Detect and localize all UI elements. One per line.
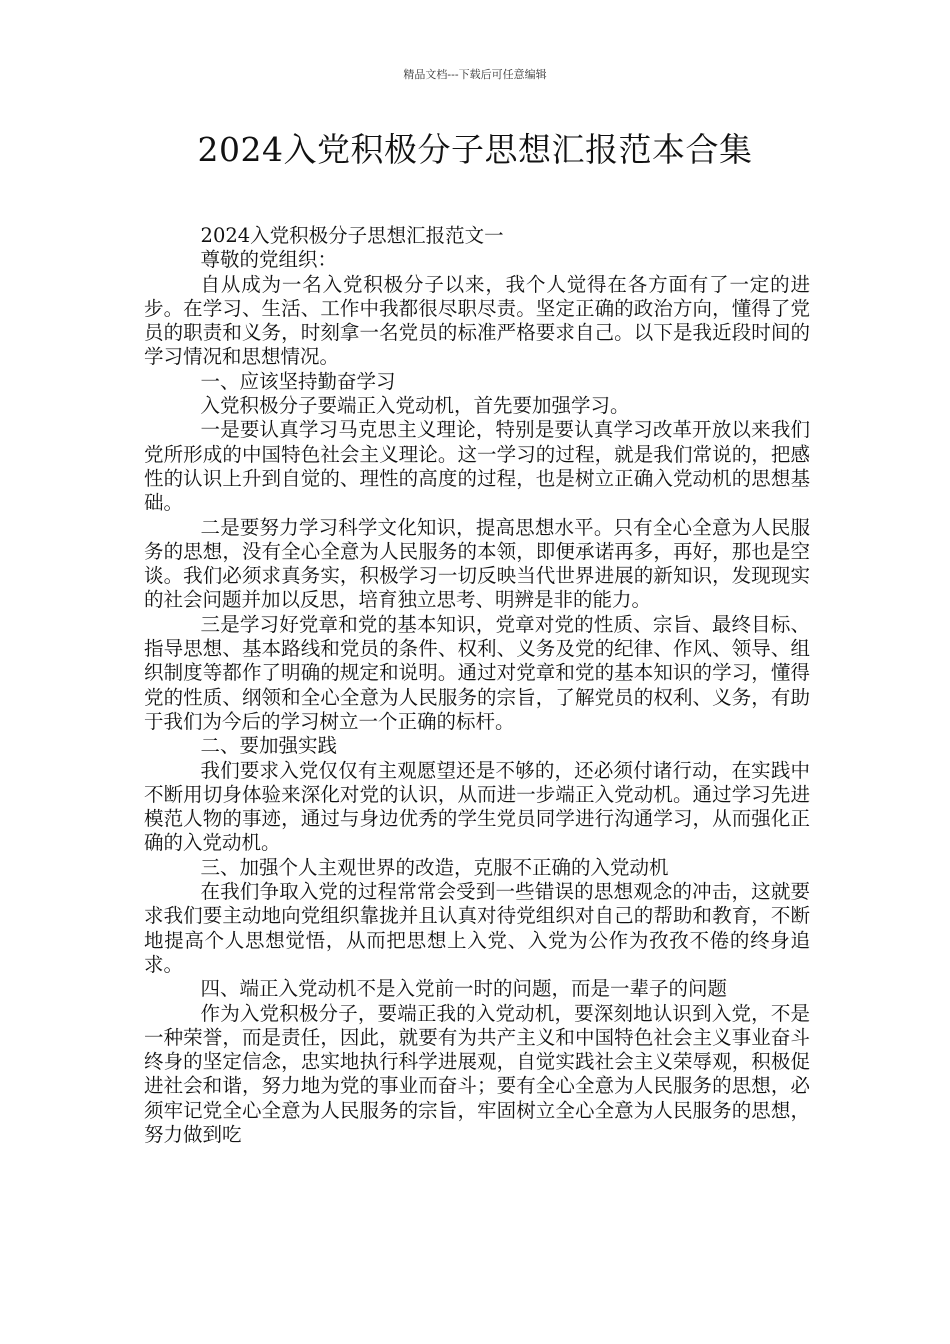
subheading: 三、加强个人主观世界的改造，克服不正确的入党动机 [200, 855, 669, 879]
body-paragraph: 自从成为一名入党积极分子以来，我个人觉得在各方面有了一定的进步。在学习、生活、工作中我都很尽职尽责。坚定正确的政治方向，懂得了党员的职责和义务，时刻拿一名党员的标准严格要求自己。以下是我近段时间的学习情况和思想情况。 [144, 272, 810, 369]
body-paragraph: 一是要认真学习马克思主义理论，特别是要认真学习改革开放以来我们党所形成的中国特色社会主义理论。这一学习的过程，就是我们常说的，把感性的认识上升到自觉的、理性的高度的过程，也是树立正确入党动机的思想基础。 [144, 418, 810, 515]
subheading: 四、端正入党动机不是入党前一时的问题，而是一辈子的问题 [200, 977, 728, 1001]
body-paragraph: 入党积极分子要端正入党动机，首先要加强学习。 [200, 394, 630, 418]
body-paragraph: 我们要求入党仅仅有主观愿望还是不够的，还必须付诸行动，在实践中不断用切身体验来深化对党的认识，从而进一步端正入党动机。通过学习先进模范人物的事迹，通过与身边优秀的学生党员同学进行沟通学习，从而强化正确的入党动机。 [144, 758, 810, 855]
header-note: 精品文档---下载后可任意编辑 [403, 68, 547, 81]
document-body [144, 224, 810, 1147]
body-paragraph: 二是要努力学习科学文化知识，提高思想水平。只有全心全意为人民服务的思想，没有全心全意为人民服务的本领，即便承诺再多，再好，那也是空谈。我们必须求真务实，积极学习一切反映当代世界进展的新知识，发现现实的社会问题并加以反思，培育独立思考、明辨是非的能力。 [144, 515, 810, 612]
body-paragraph: 在我们争取入党的过程常常会受到一些错误的思想观念的冲击，这就要求我们要主动地向党组织靠拢并且认真对待党组织对自己的帮助和教育，不断地提高个人思想觉悟，从而把思想上入党、入党为公作为孜孜不倦的终身追求。 [144, 880, 810, 976]
salutation: 尊敬的党组织： [200, 248, 338, 272]
subheading: 一、应该坚持勤奋学习 [200, 369, 396, 393]
subheading: 二、要加强实践 [200, 734, 338, 758]
section-heading: 2024入党积极分子思想汇报范文一 [200, 224, 504, 247]
document-title: 2024入党积极分子思想汇报范本合集 [197, 130, 753, 169]
body-paragraph: 三是学习好党章和党的基本知识，党章对党的性质、宗旨、最终目标、指导思想、基本路线和党员的条件、权利、义务及党的纪律、作风、领导、组织制度等都作了明确的规定和说明。通过对党章和党的基本知识的学习，懂得党的性质、纲领和全心全意为人民服务的宗旨，了解党员的权利、义务，有助于我们为今后的学习树立一个正确的标杆。 [144, 612, 810, 733]
body-paragraph: 作为入党积极分子，要端正我的入党动机，要深刻地认识到入党，不是一种荣誉，而是责任，因此，就要有为共产主义和中国特色社会主义事业奋斗终身的坚定信念，忠实地执行科学进展观，自觉实践社会主义荣辱观，积极促进社会和谐，努力地为党的事业而奋斗；要有全心全意为人民服务的思想，必须牢记党全心全意为人民服务的宗旨，牢固树立全心全意为人民服务的思想，努力做到吃 [144, 1001, 810, 1146]
